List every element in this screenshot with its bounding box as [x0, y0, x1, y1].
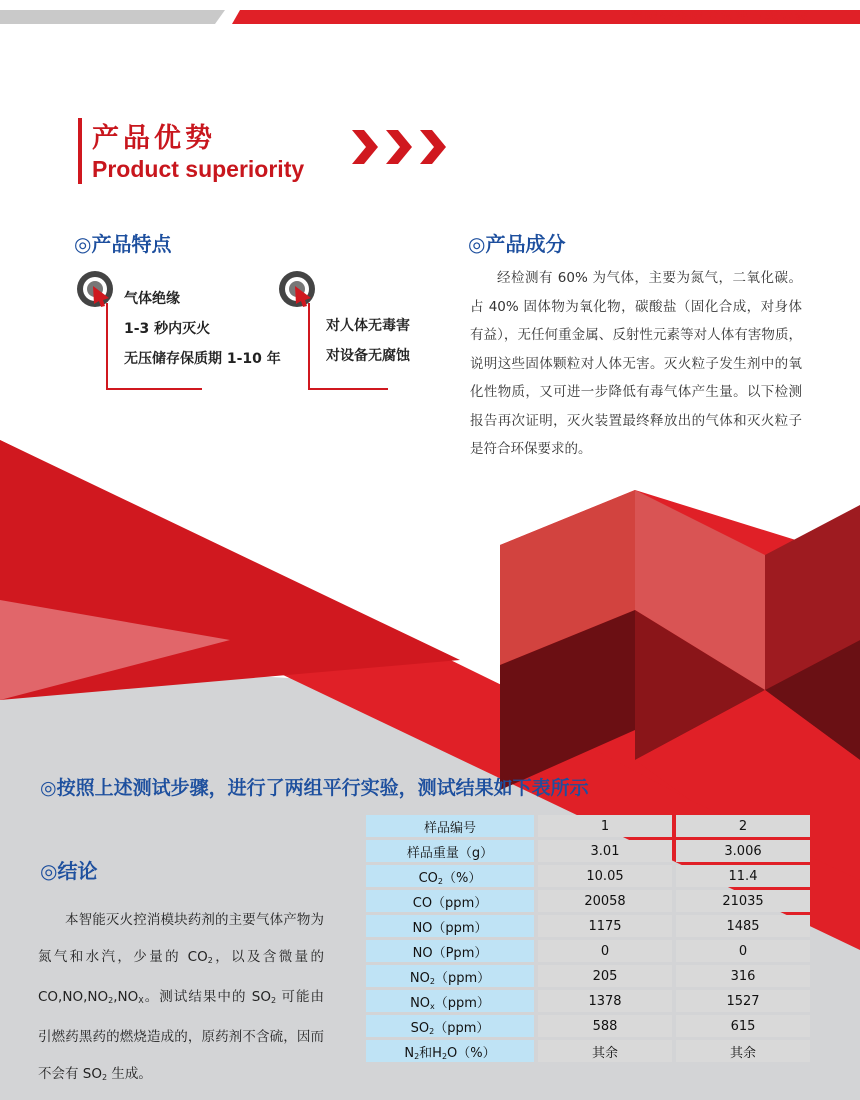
conclusion-part: 生成。: [107, 1066, 152, 1082]
table-cell: 316: [676, 965, 810, 987]
table-row: [366, 865, 810, 887]
conclusion-part: 。测试结果中的 SO: [143, 989, 271, 1005]
table-cell: 1175: [538, 915, 672, 937]
label-part: CO: [418, 870, 438, 886]
table-header-row: [366, 815, 810, 837]
composition-text: 经检测有 60% 为气体，主要为氮气，二氧化碳。占 40% 固体物为氧化物，碳酸盐（固化合成，对身体有益），无任何重金属、反射性元素等对人体有害物质，说明这些固体颗粒对人体无害。灭火粒子发生剂中的氧化性物质，又可进一步降低有毒气体产生量。以下检测报告再次证明，灭火装置最终释放出的气体和灭火粒子是符合环保要求的。: [470, 270, 802, 457]
table-cell: 1378: [538, 990, 672, 1012]
conclusion-part: ，以及含微量的 CO,NO,NO: [38, 949, 325, 1005]
table-cell: 20058: [538, 890, 672, 912]
conclusion-part: 本智能灭火控消模块药剂的主要气体产物为氮气和水汽，少量的: [38, 912, 324, 965]
table-cell: 615: [676, 1015, 810, 1037]
feature-item: 1-3 秒内灭火: [124, 321, 211, 337]
feature-line: [308, 303, 310, 389]
label-part: （ppm）: [434, 995, 490, 1011]
subscript: X: [138, 996, 144, 1005]
feature-list-1: [124, 284, 281, 374]
subscript: 2: [441, 1051, 448, 1061]
label-part: （ppm）: [434, 970, 491, 986]
table-row: [366, 1040, 810, 1062]
table-label-cell: 样品重量（g）: [366, 840, 534, 862]
table-row: [366, 940, 810, 962]
feature-badge-icon: [76, 270, 114, 308]
subscript: 2: [271, 996, 277, 1005]
table-label-cell: [366, 1015, 534, 1037]
table-cell: 0: [538, 940, 672, 962]
experiment-heading: ◎按照上述测试步骤，进行了两组平行实验，测试结果如下表所示: [40, 777, 589, 799]
subscript: 2: [207, 956, 213, 965]
label-part: NO: [409, 970, 430, 986]
conclusion-text: [38, 902, 324, 1096]
feature-line: [106, 303, 108, 389]
chevron-right-icon: [386, 130, 412, 164]
table-header-cell: 样品编号: [366, 815, 534, 837]
chevron-right-icon: [352, 130, 378, 164]
feature-item: 无压储存保质期 1-10 年: [124, 351, 281, 367]
subscript: 2: [108, 996, 114, 1005]
feature-item: 气体绝缘: [124, 291, 180, 307]
table-cell: 0: [676, 940, 810, 962]
feature-line: [308, 388, 388, 390]
table-label-cell: [366, 990, 534, 1012]
subscript: 2: [102, 1073, 108, 1082]
label-part: O（%）: [447, 1045, 496, 1061]
table-label-cell: NO（Ppm）: [366, 940, 534, 962]
page-subtitle: Product superiority: [92, 156, 305, 182]
label-part: SO: [410, 1020, 430, 1036]
table-row: [366, 965, 810, 987]
label-part: NO: [410, 995, 431, 1011]
subscript: 2: [437, 876, 444, 886]
conclusion-part: 可能由引燃药黑药的燃烧造成的，原药剂不含硫，因而不会有 SO: [38, 989, 324, 1082]
label-part: （%）: [443, 870, 482, 886]
table-header-cell: 1: [538, 815, 672, 837]
chevron-right-icon: [420, 130, 446, 164]
page-title: 产品优势: [92, 123, 216, 154]
table-header-cell: 2: [676, 815, 810, 837]
table-cell: 11.4: [676, 865, 810, 887]
table-cell: 3.01: [538, 840, 672, 862]
table-cell: 其余: [676, 1040, 810, 1062]
feature-badge-icon: [278, 270, 316, 308]
table-label-cell: [366, 965, 534, 987]
table-row: [366, 840, 810, 862]
table-cell: 10.05: [538, 865, 672, 887]
table-cell: 其余: [538, 1040, 672, 1062]
feature-item: 对设备无腐蚀: [326, 348, 410, 364]
table-label-cell: [366, 1040, 534, 1062]
table-label-cell: [366, 865, 534, 887]
feature-line: [106, 388, 202, 390]
conclusion-heading: ◎结论: [40, 859, 98, 883]
conclusion-part: CO: [187, 949, 208, 965]
table-row: [366, 890, 810, 912]
table-cell: 588: [538, 1015, 672, 1037]
table-cell: 1485: [676, 915, 810, 937]
subscript: 2: [429, 1026, 435, 1036]
subscript: 2: [414, 1051, 420, 1061]
header-tagline: 消防安全防护解决方案专家: [629, 11, 810, 26]
table-cell: 205: [538, 965, 672, 987]
table-row: [366, 1015, 810, 1037]
feature-item: 对人体无毒害: [326, 318, 410, 334]
subscript: x: [430, 1001, 435, 1011]
table-cell: 21035: [676, 890, 810, 912]
table-cell: 3.006: [676, 840, 810, 862]
conclusion-part: ,NO: [113, 989, 139, 1005]
title-accent-bar: [78, 118, 82, 184]
table-cell: 1527: [676, 990, 810, 1012]
table-row: [366, 990, 810, 1012]
features-heading: ◎产品特点: [74, 232, 172, 256]
label-part: N: [404, 1045, 415, 1061]
label-part: 和H: [419, 1045, 442, 1061]
results-table: [362, 812, 814, 1065]
feature-list-2: [326, 311, 410, 371]
table-row: [366, 915, 810, 937]
subscript: 2: [429, 976, 435, 986]
composition-heading: ◎产品成分: [468, 232, 566, 256]
table-label-cell: NO（ppm）: [366, 915, 534, 937]
table-label-cell: CO（ppm）: [366, 890, 534, 912]
label-part: （ppm）: [434, 1020, 490, 1036]
